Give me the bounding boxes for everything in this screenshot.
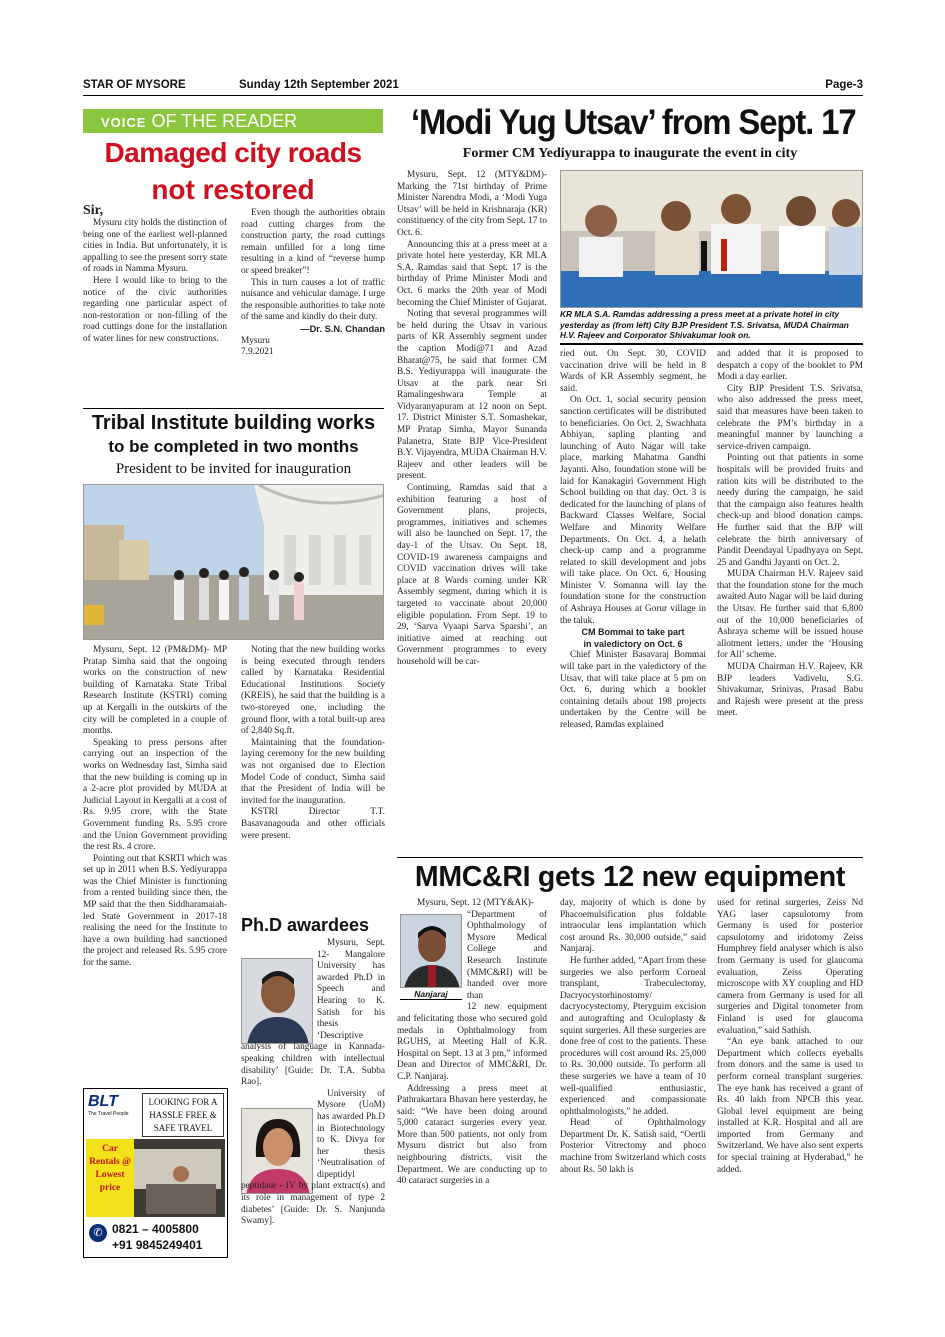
modi-paragraph: On Oct. 1, social security pension sanction certificates will be distributed to beneficiaries. On Oct. 2, Swachhata Abhiyan, sapling planting and launching of Auto Nagar will take place, marking Mahatma Gandhi Jayanti. Also, foundation stone will be laid for Kanakagiri Government High School building on that day. Oct. 3 is dedicated for the launching of plans of Backward Classes Welfare, Social Welfare and Minority Welfare Departments. On Oct. 4, a helath check-up camp and a programme related to skill development and jobs will take place. On Oct. 6, Housing Minister V. Somanna will lay the foundation stone for the construction of Ashraya Houses at Gorur village in the taluk.	[560, 395, 706, 626]
ad-contact-bar	[84, 1219, 228, 1258]
modi-column-2	[560, 349, 706, 855]
modi-paragraph: Chief Minister Basavaraj Bommai will take part in the valedictory of the Utsav, that will take place at 5 pm on Oct. 6, during which a booklet containing details about 198 projects undertaken by the Centre will be released, Ramdas explained	[560, 650, 706, 730]
ad-offer: Car Rentals @ Lowest price	[86, 1139, 134, 1217]
modi-headline: ‘Modi Yug Utsav’ from Sept. 17	[410, 103, 856, 142]
mmc-column-3	[717, 898, 863, 1273]
tribal-paragraph: Mysuru, Sept. 12 (PM&DM)- MP Pratap Simha said that the ongoing works on the construction of new building of Karnataka State Tribal Research Institute (KSTRI) coming up at Kergalli in the outskirts of the city will be completed in a couple of months.	[83, 645, 227, 737]
tribal-paragraph: Speaking to press persons after carrying out an inspection of the works on Wednesday last, Simha said that the new building is coming up in a 2-acre plot provided by MUDA at Judicial Layout in Kergalli at a cost of Rs. 9.95 crore, with the State Government funding Rs. 5.95 crore and the Union Government providing the rest Rs. 4 crore.	[83, 737, 227, 853]
modi-paragraph: ried out. On Sept. 30, COVID vaccination drive will be held in 8 Wards of KR Assembly segment, he said.	[560, 349, 706, 394]
mmc-paragraph: He further added, “Apart from these surgeries we also perform Corneal transplant, Trabeculectomy, Dacryocystorhinostomy/ dacryocystectomy, Pteryguim excision and autografting and Oculoplasty & squint surgeries. All these surgeries are done free of cost to the patients. These procedures will cost around Rs. 25,000 to Rs. 30,000 outside. To perform all these surgeries we have a team of 10 well-qualified enthusiastic, experienced and compassionate ophthalmologists,” he added.	[560, 955, 706, 1117]
modi-subhead: Former CM Yediyurappa to inaugurate the event in city	[462, 146, 798, 161]
modi-column-3	[717, 349, 863, 855]
mmc-paragraph: 12 new equipment and felicitating those who secured gold medals in Ophthalmology from RGUHS, at Meeting Hall of K.R. Hospital on Sept. 13 at 3 pm,” informed Dean and Director of MMC&RI, Dr. C.P. Nanjaraj.	[397, 1002, 547, 1082]
modi-column-1	[397, 170, 547, 855]
phd-paragraph: University of Mysore (UoM) has awarded Ph.D in Biotechnology to K. Divya for her thesis ‘Neutralisation of dipeptidyl peptidase - IV by plant extract(s) and its role in management of type 2 diabetes’ [Guide: Dr. S. Nanjunda Swamy].	[241, 1088, 385, 1227]
modi-paragraph: Mysuru, Sept. 12 (MTY&DM)- Marking the 71st birthday of Prime Minister Narendra Modi, a ‘Modi Yuga Utsav’ will be held in Krishnaraja (KR) constituency of the city from Sept. 17 to Oct. 6.	[397, 170, 547, 238]
blt-tagline: The Travel People	[88, 1111, 129, 1117]
voice-headline-2: not restored	[151, 174, 315, 205]
modi-paragraph: Continuing, Ramdas said that a exhibition featuring a host of Government plans, projects, programmes, initiatives and schemes will also be launched on Sept. 17, the day-1 of the Utsav. On Sept. 18, COVID-19 awareness campaigns and COVID vaccination drives will take place at 8 Wards coming under KR Assembly segment, during which it is targeted to vaccinate about 20,000 eligible population. From Sept. 19 to 29, ‘Sarva Vyaapi Sarva Sparshi’, an initiative aimed at reaching out Government programmes to every household will be car-	[397, 483, 547, 667]
mmc-paragraph: day, majority of which is done by Phacoemulsification plus foldable intraocular lens implantation which cost around Rs. 30,000 outside,” said Nanjaraj.	[560, 898, 706, 955]
voice-paragraph: Even though the authorities obtain road cutting charges from the construction party, the road cuttings remain unfilled for a long time resulting in a kind of “reverse hump or speed breaker”!	[241, 208, 385, 276]
phd-text	[241, 938, 385, 1283]
mmc-paragraph: used for retinal surgeries, Zeiss Nd YAG laser capsulotomy from Germany is used for posterior capsulotomy and iridotomy Zeiss Humphrey field analyser which is also from Germany is used for glaucoma evaluation, Zeiss Operating microscope with XY coupling and HD camera from Germany is used for all surgeries and Digital tonometer from Finland is used for glaucoma evaluation,” said Sathish.	[717, 898, 863, 1036]
mmc-column-1	[397, 898, 547, 1273]
mmc-column-2	[560, 898, 706, 1273]
blt-logo-text: BLT	[88, 1093, 118, 1110]
issue-date: Sunday 12th September 2021	[239, 79, 399, 91]
mmc-headline: MMC&RI gets 12 new equipment	[414, 861, 846, 893]
ad-phone-1[interactable]: 0821 – 4005800	[112, 1222, 199, 1236]
voice-paragraph: Mysuru city holds the distinction of being one of the earliest well-planned cities in India. But unfortunately, it is appalling to see the present sorry state of roads in Namma Mysuru.	[83, 218, 227, 275]
tribal-headline-2: to be completed in two months	[108, 437, 359, 456]
voice-rest-label: OF THE READER	[151, 111, 298, 131]
modi-paragraph: City BJP President T.S. Srivatsa, who also addressed the press meet, said that measures have been taken to celebrate the PM’s birthday in a meaningful manner by launching a service-driven campaign.	[717, 383, 863, 452]
tribal-building-photo	[83, 484, 384, 640]
modi-subhead-bommai-2: in valedictory on Oct. 6	[583, 638, 683, 649]
tribal-paragraph: KSTRI Director T.T. Basavanagouda and other officials were present.	[241, 807, 385, 841]
tribal-paragraph: Maintaining that the foundation-laying ceremony for the new building was not organised due to Election Model Code of conduct, Simha said that the President of India will be invited for the inauguration.	[241, 737, 385, 806]
modi-paragraph: MUDA Chairman H.V. Rajeev, KR BJP leaders Vadivelu, S.G. Shivakumar, Srinivas, Prasad Babu and Rajesh were present at the press meet.	[717, 662, 863, 719]
mmc-paragraph: “Department of Ophthalmology of Mysore Medical College and Research Institute (MMC&RI) will be handed over more than	[467, 909, 547, 1001]
voice-banner	[83, 109, 383, 133]
mmc-paragraph: Head of Ophthalmology Department Dr. K. Satish said, “Oertli Posterior Vitrectomy and phoco machine from Switzerland which costs about Rs. 50 lakh is	[560, 1118, 706, 1175]
page-number: Page-3	[825, 79, 863, 91]
letter-place: Mysuru	[241, 335, 270, 346]
voice-salutation: Sir,	[83, 204, 104, 218]
tribal-headline-1: Tribal Institute building works	[91, 412, 376, 434]
tribal-column-2	[241, 645, 385, 910]
press-meet-caption: KR MLA S.A. Ramdas addressing a press meet at a private hotel in city yesterday as (from left) City BJP President T.S. Srivatsa, MUDA Chairman H.V. Rajeev and Corporator Shivakumar look on.	[560, 309, 863, 345]
press-meet-photo	[560, 170, 863, 308]
blt-logo	[88, 1093, 136, 1125]
modi-subhead-bommai-1: CM Bommai to take part	[581, 627, 685, 638]
mmc-paragraph: Addressing a press meet at Pathrakartara Bhavan here yesterday, he said: “We have been doing around 5,000 cataract surgeries every year. More than 500 patients, not only from Mysuru district but also from neighbouring districts, visit the Department. We are conducting up to 40 cataract surgeries in a	[397, 1083, 547, 1187]
letter-signature: —Dr. S.N. Chandan	[300, 323, 385, 334]
blt-advertisement[interactable]	[83, 1088, 228, 1258]
voice-column-2	[241, 208, 385, 408]
tribal-column-1	[83, 645, 227, 1085]
mmc-paragraph: “An eye bank attached to our Department which collects eyeballs from donors and the same is used to perform corneal transplant surgeries. The eye bank has received a grant of Rs. 40 lakh from NPCB this year. Global level equipment are being installed at K.R. Hospital and all are imported from Germany and Switzerland. We have also sent experts for special training at Hyderabad,” he added.	[717, 1037, 863, 1175]
modi-paragraph: Noting that several programmes will be held during the Utsav in various parts of KR Assembly segment under the caption Modi@71 and Azad Bharat@75, he said that former CM B.S. Yediyurappa will inaugurate the Utsav at the park near Sri Ramalingeshwara Temple at Vidyaranyapuram at 12 noon on Sept. 17. District Minister S.T. Somashekar, MP Pratap Simha, Mayor Sunanda Palanetra, State BJP Vice-President B.Y. Vijayendra, MUDA Chairman H.V. Rajeev and other leaders will be present.	[397, 309, 547, 482]
paper-name: STAR OF MYSORE	[83, 79, 186, 91]
modi-paragraph: MUDA Chairman H.V. Rajeev said that the foundation stone for the much awaited Auto Nagar will be laid during the Utsav. He further said that 6,800 out of the 10,000 beneficiaries of Ashraya scheme will be issued house allotment letters, under the ‘Housing for All’ scheme.	[717, 569, 863, 661]
voice-label: VOICE	[101, 115, 147, 130]
phd-paragraph: Mysuru, Sept. 12- Mangalore University has awarded Ph.D in Speech and Hearing to K. Satish for his thesis ‘Descriptive analysis of language in Kannada-speaking children with intellectual disability’ [Guide: Dr. T.A. Subba Rao].	[241, 938, 385, 1088]
nanjaraj-photo-label: Nanjaraj	[400, 989, 462, 1000]
phd-headline: Ph.D awardees	[241, 915, 370, 935]
tribal-paragraph: Pointing out that KSRTI which was set up in 2011 when B.S. Yediyurappa was the Chief Minister is functioning from a rented building since then, the MP said that the then Siddharamaiah-led State Government in 2017-18 realising the need for the Institute to have a own building had sanctioned the project and released Rs. 5.95 crore for the same.	[83, 853, 227, 969]
phone-icon: ✆	[89, 1224, 107, 1242]
voice-paragraph: Here I would like to bring to the notice of the civic authorities regarding one particular aspect of non-restoration or non-filling of the road cuttings done for the installation of water lines for new constructions.	[83, 275, 227, 344]
modi-paragraph: Announcing this at a press meet at a private hotel here yesterday, KR MLA S.A. Ramdas said that Sept. 17 is the birthday of Prime Minister Modi and Oct. 6 marks the 20th year of Modi becoming the Chief Minister of Gujarat.	[397, 239, 547, 308]
masthead	[83, 78, 863, 96]
voice-headline-1: Damaged city roads	[104, 137, 362, 168]
voice-column-1	[83, 204, 227, 404]
letter-date: 7.9.2021	[241, 347, 274, 358]
tribal-paragraph: Noting that the new building works is being executed through tenders called by Karnataka Residential Educational Institutions Society (KREIS), he said that the building is a two-storeyed one, including the ground floor, with a total built-up area of 2,840 Sq.ft.	[241, 645, 385, 737]
mmc-dateline: Mysuru, Sept. 12 (MTY&AK)-	[417, 898, 534, 908]
ad-phone-2[interactable]: +91 9845249401	[112, 1238, 203, 1252]
modi-paragraph: Pointing out that patients in some hospitals will be provided fruits and ration kits will be distributed to the needy during the campaign, he said that the campaign also features health check-up and blood donation camps. He further said that the BJP will celebrate the birth anniversary of Pandit Deendayal Upadhyaya on Sept. 25 and Gandhi Jayanti on Oct. 2.	[717, 453, 863, 568]
ad-banner: LOOKING FOR A HASSLE FREE & SAFE TRAVEL	[142, 1093, 224, 1137]
tribal-subhead: President to be invited for inauguration	[115, 461, 352, 477]
modi-paragraph: and added that it is proposed to despatch a copy of the booklet to PM Modi a day earlier.	[717, 349, 863, 383]
voice-paragraph: This in turn causes a lot of traffic nuisance and vehicular damage. I urge the responsible authorities to take note of the same and kindly do their duty.	[241, 277, 385, 323]
